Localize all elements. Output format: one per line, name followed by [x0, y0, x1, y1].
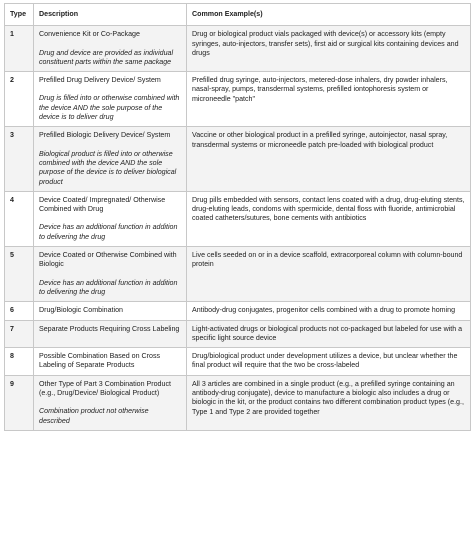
examples-cell: Drug pills embedded with sensors, contact lens coated with a drug, drug-eluting stents, drug-eluting leads, condoms with spermicide, dental floss with fluoride, antimicrobial coated catheters/sutures, bone cements with antibiotics	[187, 191, 471, 246]
table-row	[5, 72, 471, 127]
description-title: Device Coated or Otherwise Combined with Biologic	[39, 251, 177, 269]
description-cell	[34, 348, 187, 376]
examples-cell: Drug/biological product under development utilizes a device, but unclear whether the final product will require that the two be cross-labeled	[187, 348, 471, 376]
description-cell	[34, 191, 187, 246]
table-row	[5, 375, 471, 430]
table-row	[5, 348, 471, 376]
header-type: Type	[5, 4, 34, 26]
combination-product-types-table	[4, 3, 471, 431]
type-cell: 1	[5, 26, 34, 72]
description-title: Drug/Biologic Combination	[39, 306, 123, 315]
examples-cell: All 3 articles are combined in a single product (e.g., a prefilled syringe containing an antibody-drug conjugate), device to manufacture a biologic also includes a drug or biologic in the kit, or the product contains two different combination product types (e.g., Type 1 and Type 2 are provided together	[187, 375, 471, 430]
type-cell: 4	[5, 191, 34, 246]
type-cell: 5	[5, 247, 34, 302]
description-title: Other Type of Part 3 Combination Product (e.g., Drug/Device/ Biological Product)	[39, 379, 171, 398]
examples-cell: Live cells seeded on or in a device scaffold, extracorporeal column with column-bound protein	[187, 247, 471, 302]
header-examples: Common Example(s)	[187, 4, 471, 26]
type-cell: 8	[5, 348, 34, 376]
description-cell	[34, 320, 187, 348]
table-row	[5, 320, 471, 348]
description-note: Biological product is filled into or otherwise combined with the device AND the sole purpose of the device is to deliver biological product	[39, 149, 177, 186]
description-note: Device has an additional function in addition to delivering the drug	[39, 223, 178, 241]
description-title: Possible Combination Based on Cross Labeling of Separate Products	[39, 352, 161, 370]
examples-cell: Drug or biological product vials packaged with device(s) or accessory kits (empty syringes, auto-injectors, transfer sets), first aid or surgical kits containing devices and drugs	[187, 26, 471, 72]
description-title: Device Coated/ Impregnated/ Otherwise Combined with Drug	[39, 195, 166, 214]
description-cell	[34, 302, 187, 320]
description-cell	[34, 127, 187, 191]
table-row	[5, 191, 471, 246]
description-cell	[34, 375, 187, 430]
description-note: Combination product not otherwise described	[39, 407, 149, 425]
table-row	[5, 26, 471, 72]
description-title: Convenience Kit or Co-Package	[39, 30, 140, 39]
header-row	[5, 4, 471, 26]
description-title: Separate Products Requiring Cross Labeling	[39, 324, 180, 333]
type-cell: 3	[5, 127, 34, 191]
description-note: Drug is filled into or otherwise combined with the device AND the sole purpose of the device is to deliver drug	[39, 94, 180, 122]
table-row	[5, 302, 471, 320]
description-note: Drug and device are provided as individual constituent parts within the same package	[39, 48, 174, 66]
examples-cell: Antibody-drug conjugates, progenitor cells combined with a drug to promote homing	[187, 302, 471, 320]
description-title: Prefilled Biologic Delivery Device/ System	[39, 131, 171, 140]
examples-cell: Vaccine or other biological product in a prefilled syringe, autoinjector, nasal spray, transdermal systems or microneedle patch pre-loaded with biological product	[187, 127, 471, 191]
description-cell	[34, 72, 187, 127]
type-cell: 2	[5, 72, 34, 127]
description-cell	[34, 26, 187, 72]
type-cell: 9	[5, 375, 34, 430]
header-description: Description	[34, 4, 187, 26]
table-row	[5, 247, 471, 302]
description-cell	[34, 247, 187, 302]
type-cell: 6	[5, 302, 34, 320]
description-title: Prefilled Drug Delivery Device/ System	[39, 76, 161, 85]
description-note: Device has an additional function in addition to delivering the drug	[39, 278, 178, 296]
type-cell: 7	[5, 320, 34, 348]
examples-cell: Prefilled drug syringe, auto-injectors, metered-dose inhalers, dry powder inhalers, nasal-spray, pumps, transdermal systems, prefilled iontophoresis system or microneedle "patch"	[187, 72, 471, 127]
examples-cell: Light-activated drugs or biological products not co-packaged but labeled for use with a specific light source device	[187, 320, 471, 348]
table-row	[5, 127, 471, 191]
